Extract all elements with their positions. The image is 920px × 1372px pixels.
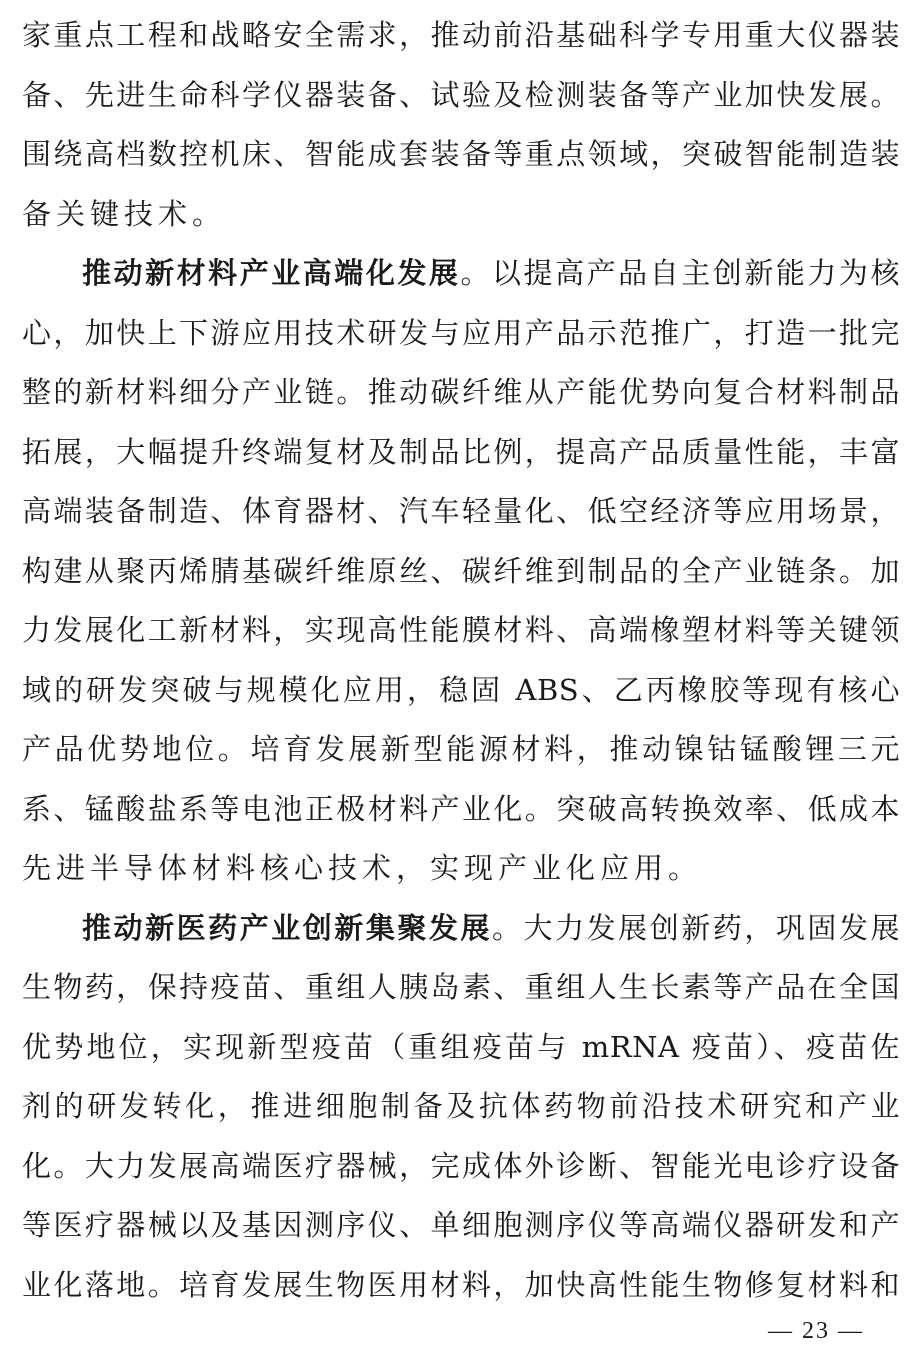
text-line: 家重点工程和战略安全需求，推动前沿基础科学专用重大仪器装 [22,18,900,52]
text-line: 系、锰酸盐系等电池正极材料产业化。突破高转换效率、低成本 [22,791,900,826]
text-line: 生物药，保持疫苗、重组人胰岛素、重组人生长素等产品在全国 [22,970,900,1004]
paragraph-heading: 推动新医药产业创新集聚发展 [82,910,493,945]
page-number: — 23 — [768,1318,864,1344]
text-line: 高端装备制造、体育器材、汽车轻量化、低空经济等应用场景， [22,494,900,528]
text-line: 域的研发突破与规模化应用，稳固 ABS、乙丙橡胶等现有核心 [22,672,900,707]
text-line: 围绕高档数控机床、智能成套装备等重点领域，突破智能制造装 [22,137,900,171]
text-line: 优势地位，实现新型疫苗（重组疫苗与 mRNA 疫苗）、疫苗佐 [22,1029,900,1064]
text-run: 。大力发展创新药，巩固发展 [492,910,900,945]
text-line: 心，加快上下游应用技术研发与应用产品示范推广，打造一批完 [22,315,900,350]
text-line: 先进半导体材料核心技术，实现产业化应用。 [22,851,703,885]
text-line: 备关键技术。 [22,196,227,231]
text-line: 化。大力发展高端医疗器械，完成体外诊断、智能光电诊疗设备 [22,1148,900,1183]
text-line: 备、先进生命科学仪器装备、试验及检测装备等产业加快发展。 [22,77,900,112]
text-line: 整的新材料细分产业链。推动碳纤维从产能优势向复合材料制品 [22,375,900,409]
text-line: 拓展，大幅提升终端复材及制品比例，提高产品质量性能，丰富 [22,434,900,469]
paragraph-first-line [22,244,900,304]
text-line: 产品优势地位。培育发展新型能源材料，推动镍钴锰酸锂三元 [22,732,900,766]
text-line: 业化落地。培育发展生物医用材料，加快高性能生物修复材料和 [22,1267,900,1302]
paragraph-first-line [22,899,900,959]
text-line: 剂的研发转化，推进细胞制备及抗体药物前沿技术研究和产业 [22,1089,900,1123]
paragraph-heading: 推动新材料产业高端化发展 [82,256,461,290]
body-text [22,6,900,1315]
text-line: 等医疗器械以及基因测序仪、单细胞测序仪等高端仪器研发和产 [22,1208,900,1242]
text-line: 构建从聚丙烯腈基碳纤维原丝、碳纤维到制品的全产业链条。加 [22,553,900,588]
text-line: 力发展化工新材料，实现高性能膜材料、高端橡塑材料等关键领 [22,613,900,647]
text-run: 。以提高产品自主创新能力为核 [460,256,900,290]
